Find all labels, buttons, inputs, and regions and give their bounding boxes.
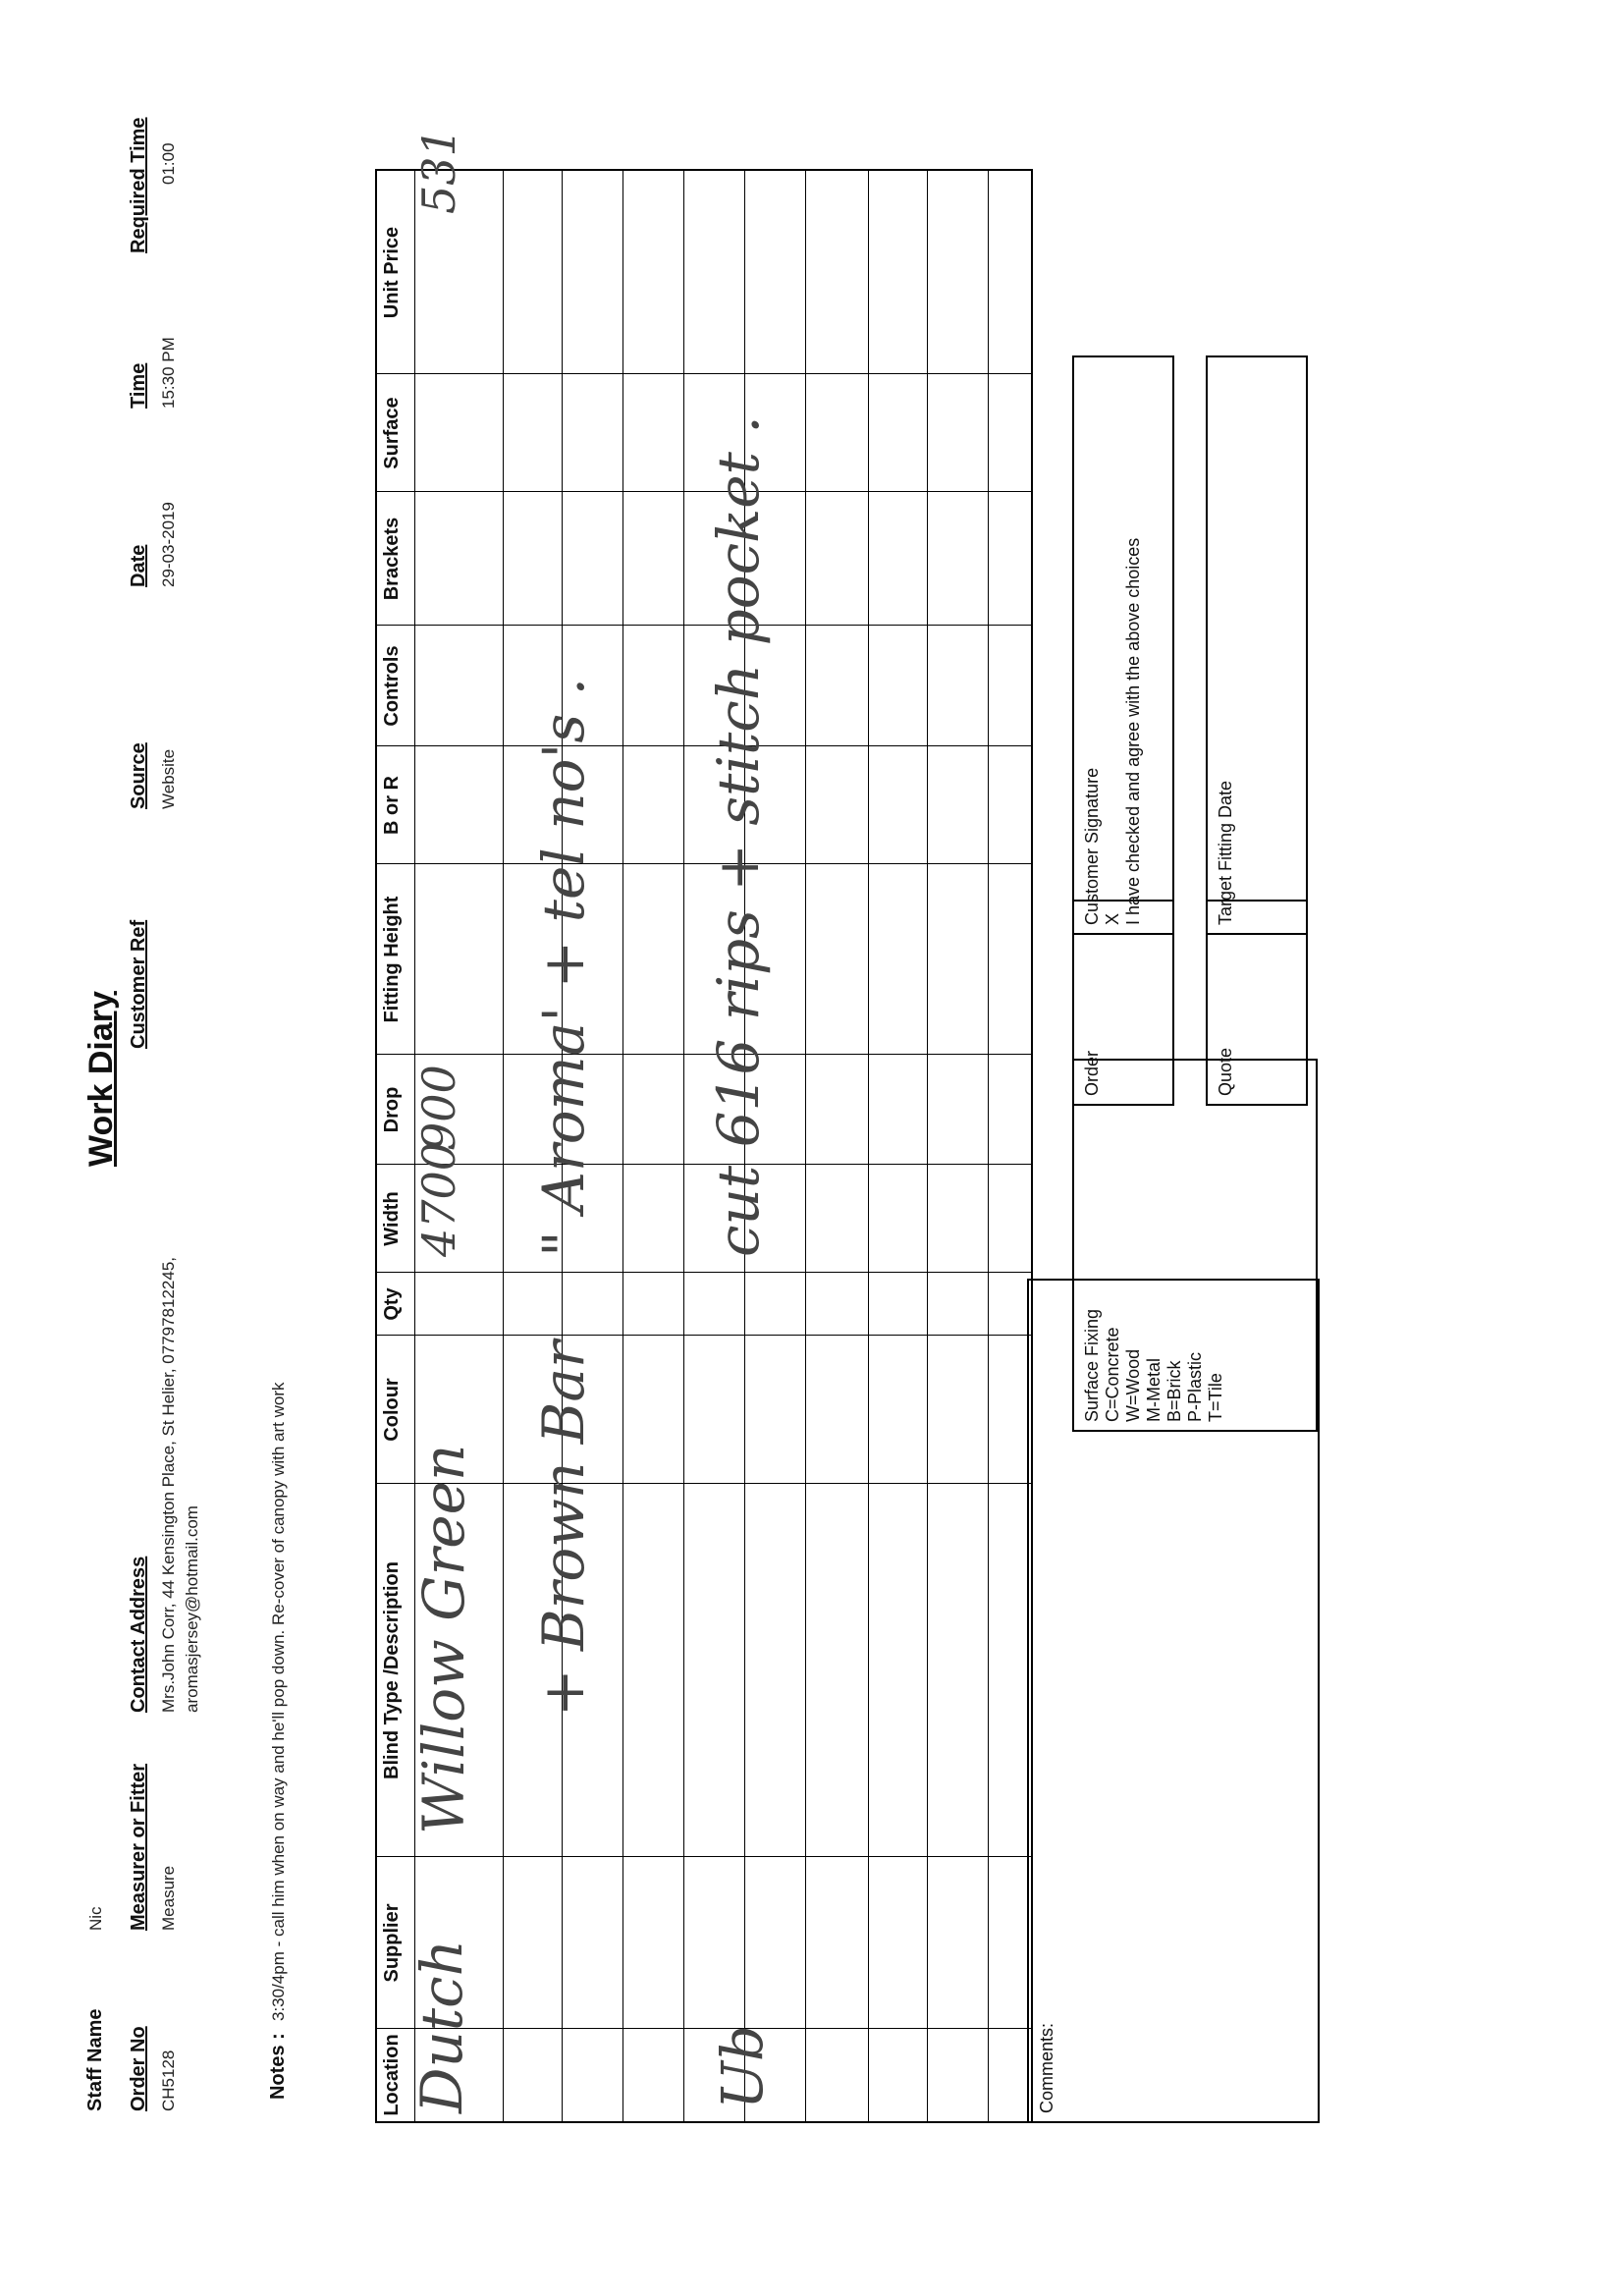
customer-ref-label: Customer Ref: [128, 919, 149, 1049]
handwriting-drop-1: 900: [412, 1065, 465, 1151]
col-header-blind-type: Blind Type /Description: [381, 1561, 403, 1779]
col-header-fitting-height: Fitting Height: [381, 896, 403, 1023]
page-title: Work Diary: [82, 991, 120, 1167]
quote-label: Quote: [1216, 1047, 1235, 1096]
source-label: Source: [128, 742, 149, 809]
notes-text: 3:30/4pm - call him when on way and he'll pop down. Re-cover of canopy with art work: [269, 1382, 288, 2021]
surface-fixing-title: Surface Fixing: [1082, 1308, 1102, 1422]
handwriting-description-2: + Brown Bar: [530, 1340, 597, 1717]
surface-fixing-legend: [1072, 1059, 1318, 1432]
surface-fixing-brick: B=Brick: [1164, 1360, 1184, 1422]
agreement-text: I have checked and agree with the above choices: [1123, 537, 1143, 925]
col-header-unit-price: Unit Price: [381, 226, 403, 319]
required-time-label: Required Time: [128, 117, 149, 253]
customer-signature-label: Customer Signature: [1082, 767, 1102, 925]
date-label: Date: [128, 544, 149, 587]
time-label: Time: [128, 362, 149, 409]
staff-name-label: Staff Name: [84, 2008, 106, 2111]
required-time-value: 01:00: [159, 142, 178, 185]
order-label: Order: [1082, 1050, 1102, 1096]
handwriting-unit-price-1: 531: [412, 128, 465, 214]
time-value: 15:30 PM: [159, 337, 178, 409]
col-header-b-or-r: B or R: [381, 776, 403, 835]
signature-mark: X: [1103, 912, 1122, 925]
measurer-value: Measure: [159, 1865, 178, 1931]
col-header-surface: Surface: [381, 397, 403, 469]
handwriting-location-2: Ub: [709, 2024, 776, 2109]
col-header-location: Location: [381, 2034, 403, 2116]
col-header-colour: Colour: [381, 1378, 403, 1442]
handwriting-description-1: Willow Green: [410, 1444, 477, 1834]
notes-label: Notes :: [267, 2033, 289, 2100]
handwriting-row3-note: cut 616 rips + stitch pocket .: [705, 415, 772, 1257]
target-fitting-date-box[interactable]: [1206, 355, 1308, 935]
col-header-qty: Qty: [381, 1287, 403, 1321]
order-no-value: CH5128: [159, 2050, 178, 2111]
col-header-supplier: Supplier: [381, 1903, 403, 1983]
surface-fixing-concrete: C=Concrete: [1103, 1327, 1122, 1422]
comments-label: Comments:: [1037, 2022, 1056, 2113]
col-header-width: Width: [381, 1191, 403, 1246]
surface-fixing-plastic: P-Plastic: [1185, 1351, 1205, 1422]
customer-signature-box[interactable]: [1072, 355, 1174, 935]
source-value: Website: [159, 748, 178, 809]
surface-fixing-tile: T=Tile: [1206, 1373, 1225, 1422]
contact-address-line2: aromasjersey@hotmail.com: [183, 1505, 201, 1713]
measurer-label: Measurer or Fitter: [128, 1763, 149, 1931]
date-value: 29-03-2019: [159, 502, 178, 587]
target-fitting-date-label: Target Fitting Date: [1216, 780, 1235, 925]
col-header-controls: Controls: [381, 645, 403, 727]
col-header-brackets: Brackets: [381, 517, 403, 601]
col-header-drop: Drop: [381, 1086, 403, 1133]
handwriting-row2-note: " Aroma' + tel no's .: [530, 677, 597, 1257]
order-no-label: Order No: [128, 2026, 149, 2111]
handwriting-location-1: Dutch: [408, 1939, 475, 2113]
staff-name-value: Nic: [86, 1906, 105, 1931]
surface-fixing-metal: M-Metal: [1144, 1357, 1164, 1422]
contact-address-line1: Mrs.John Corr, 44 Kensington Place, St Helier, 07797812245,: [159, 1256, 178, 1713]
surface-fixing-wood: W=Wood: [1123, 1348, 1143, 1422]
handwriting-width-1: 4700: [412, 1141, 465, 1257]
contact-address-label: Contact Address: [128, 1556, 149, 1713]
